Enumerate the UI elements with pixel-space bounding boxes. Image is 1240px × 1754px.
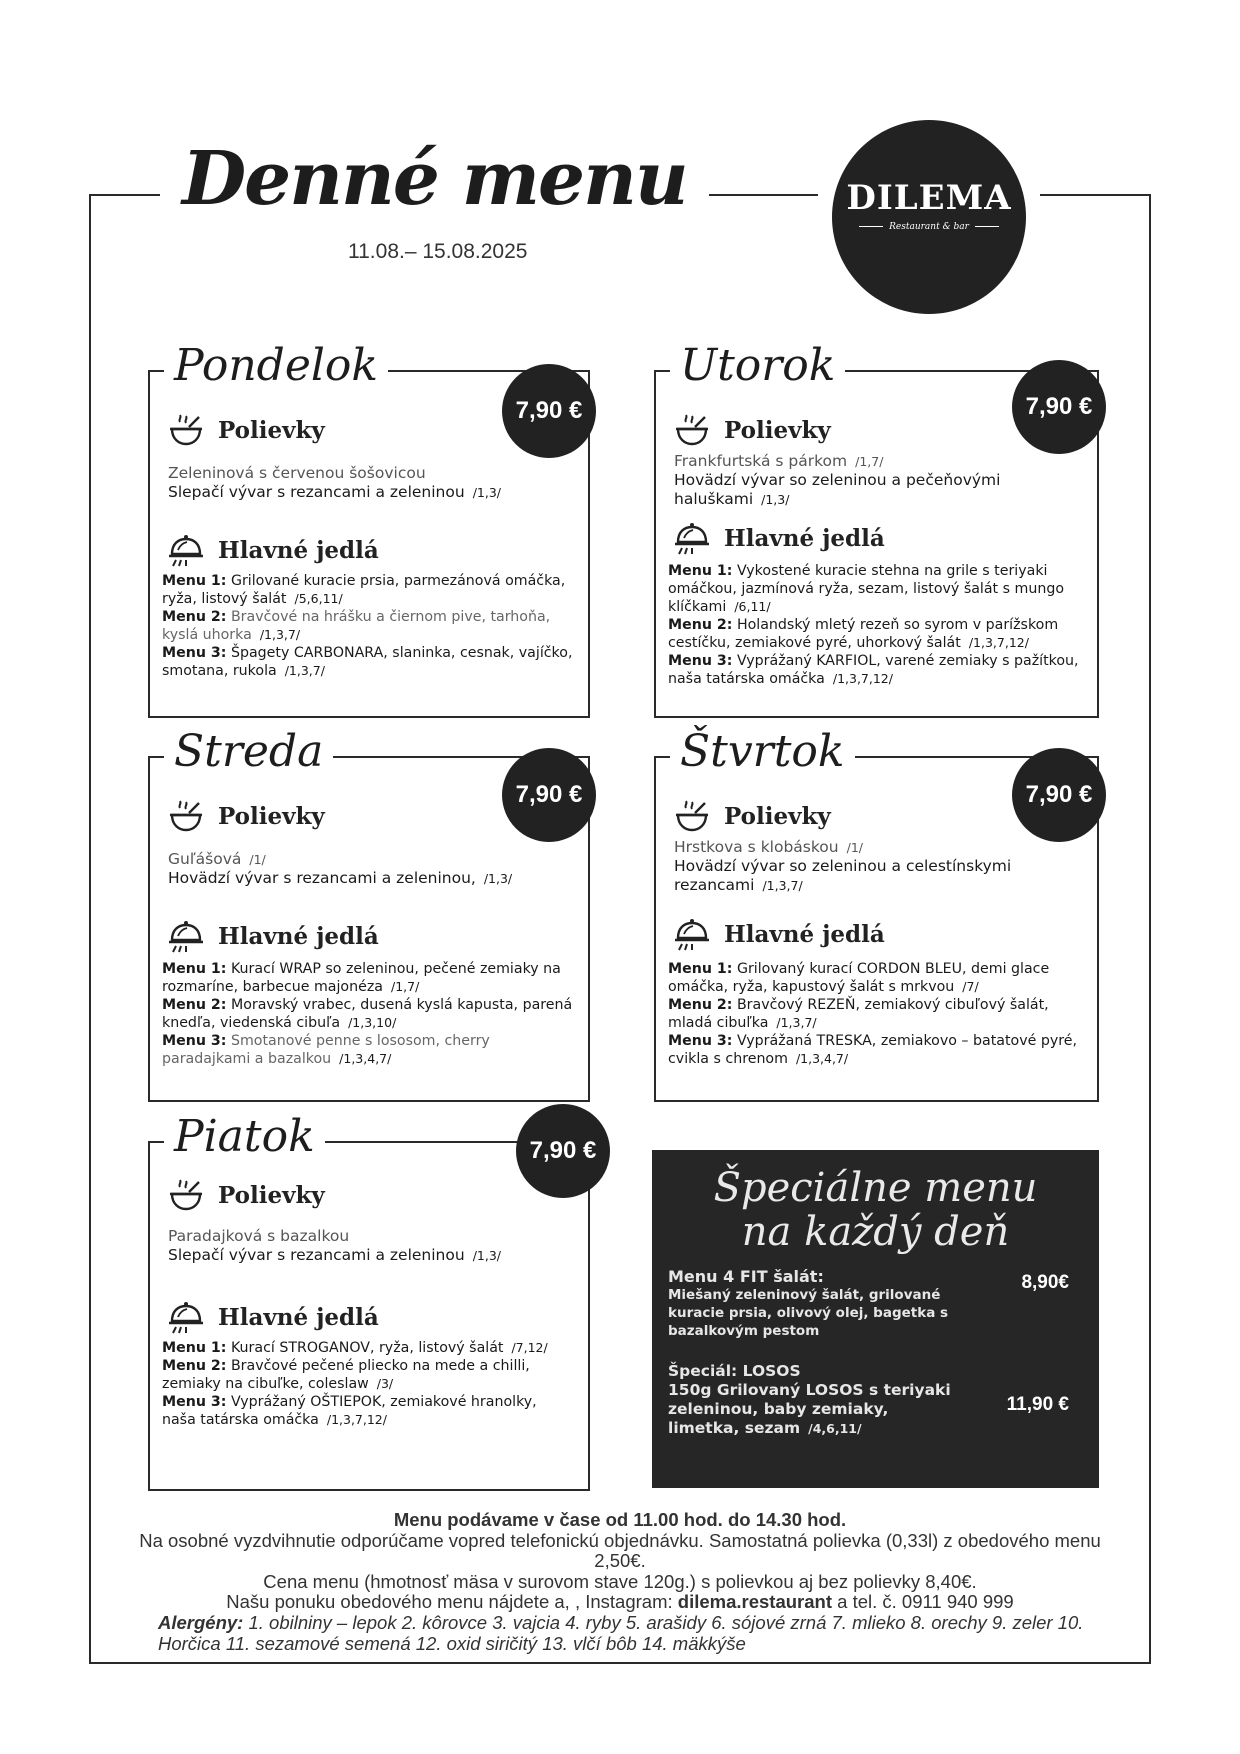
dilema-logo xyxy=(832,120,1026,314)
menu-number: Menu 3: xyxy=(162,1394,227,1410)
special-item1-title: Menu 4 FIT šalát: xyxy=(668,1267,824,1286)
soups-list xyxy=(674,452,1074,509)
mains-list xyxy=(162,960,574,1068)
dish-description: Bravčové pečené pliecko na mede a chilli, zemiaky na cibuľke, coleslaw xyxy=(162,1358,530,1392)
allergens-text: 1. obilniny – lepok 2. kôrovce 3. vajcia 4. ryby 5. arašidy 6. sójové zrná 7. mlieko 8. orechy 9. zeler 10. Horčica 11. sezamové semená 12. oxid siričitý 13. vlčí bôb 14. mäkkýše xyxy=(158,1612,1084,1654)
menu-number: Menu 3: xyxy=(668,653,733,669)
soups-heading xyxy=(166,796,325,836)
special-item1-text: Miešaný zeleninový šalát, grilované kuracie prsia, olivový olej, bagetka s bazalkovým pestom xyxy=(668,1287,949,1339)
special-item2-price: 11,90 € xyxy=(1006,1394,1069,1415)
soup-item: Hovädzí vývar s rezancami a zeleninou, /1,3/ xyxy=(168,869,513,887)
menu-number: Menu 3: xyxy=(162,645,227,661)
soup-bowl-icon xyxy=(166,796,206,836)
main-dish-item xyxy=(668,996,1080,1032)
soup-item: Hovädzí vývar so zeleninou a pečeňovými haluškami /1,3/ xyxy=(674,471,1001,508)
menu-number: Menu 2: xyxy=(162,1358,227,1374)
serving-cloche-icon xyxy=(672,914,712,954)
menu-number: Menu 2: xyxy=(162,609,227,625)
price-badge: 7,90 € xyxy=(502,364,596,458)
allergen-codes: /1,3,7,12/ xyxy=(968,635,1029,650)
allergen-codes: /1,3/ xyxy=(483,871,513,886)
serving-hours: Menu podávame v čase od 11.00 hod. do 14.30 hod. xyxy=(393,1509,847,1530)
serving-cloche-icon xyxy=(166,530,206,570)
soup-item: Hrstkova s klobáskou /1/ xyxy=(674,838,863,856)
dish-description: Smotanové penne s lososom, cherry paradajkami a bazalkou xyxy=(162,1033,490,1067)
mains-heading xyxy=(672,518,885,558)
allergen-codes: /1,3,7,12/ xyxy=(326,1412,387,1427)
soup-item: Guľášová /1/ xyxy=(168,850,266,868)
special-item-salmon xyxy=(668,1362,958,1438)
soups-heading xyxy=(672,796,831,836)
menu-number: Menu 3: xyxy=(668,1033,733,1049)
main-dish-item xyxy=(162,644,574,680)
dish-description: Moravský vrabec, dusená kyslá kapusta, parená knedľa, viedenská cibuľa xyxy=(162,997,573,1031)
price-badge: 7,90 € xyxy=(1012,360,1106,454)
main-dish-item xyxy=(162,996,574,1032)
day-card-3 xyxy=(148,726,590,1102)
price-badge: 7,90 € xyxy=(502,748,596,842)
mains-list xyxy=(162,1339,574,1429)
main-dish-item xyxy=(162,1339,574,1357)
allergen-codes: /3/ xyxy=(376,1376,394,1391)
dish-description: Vyprážaná TRESKA, zemiakovo – batatové pyré, cvikla s chrenom xyxy=(668,1033,1078,1067)
date-range: 11.08.– 15.08.2025 xyxy=(348,240,528,263)
special-title-line2: na každý deň xyxy=(741,1209,1010,1255)
instagram-handle[interactable]: dilema.restaurant xyxy=(677,1591,832,1612)
allergen-codes: /1,7/ xyxy=(390,979,420,994)
mains-heading xyxy=(166,916,379,956)
day-card-5 xyxy=(148,1111,597,1491)
footer-info xyxy=(120,1510,1120,1613)
allergen-codes: /1,3,10/ xyxy=(348,1015,397,1030)
allergens-label: Alergény: xyxy=(158,1612,244,1633)
dish-description: Kurací STROGANOV, ryža, listový šalát xyxy=(230,1340,504,1356)
logo-name: DILEMA xyxy=(846,178,1012,218)
soups-list xyxy=(168,464,568,502)
soups-label: Polievky xyxy=(724,802,831,830)
day-card-4 xyxy=(654,726,1099,1102)
mains-label: Hlavné jedlá xyxy=(218,922,379,950)
special-menu-title xyxy=(652,1166,1099,1254)
main-dish-item xyxy=(162,960,574,996)
dish-description: Bravčové na hrášku a čiernom pive, tarhoňa, kyslá uhorka xyxy=(162,609,551,643)
day-name: Štvrtok xyxy=(670,726,855,778)
main-dish-item xyxy=(162,608,574,644)
day-card-1 xyxy=(148,340,590,718)
day-name: Pondelok xyxy=(164,340,388,392)
allergens-legend xyxy=(158,1613,1098,1654)
logo-tagline: Restaurant & bar xyxy=(832,222,1026,232)
menu-number: Menu 1: xyxy=(668,563,733,579)
menu-price-note: Cena menu (hmotnosť mäsa v surovom stave 120g.) s polievkou aj bez polievky 8,40€. xyxy=(263,1570,977,1592)
dish-description: Bravčový REZEŇ, zemiakový cibuľový šalát, mladá cibuľka xyxy=(668,997,1049,1031)
dish-description: Vyprážaný KARFIOL, varené zemiaky s pažítkou, naša tatárska omáčka xyxy=(668,653,1079,687)
allergen-codes: /1,3/ xyxy=(472,485,501,500)
special-item-fit-salad xyxy=(668,1268,958,1340)
special-item1-price: 8,90€ xyxy=(1021,1272,1069,1293)
menu-number: Menu 2: xyxy=(668,617,733,633)
main-dish-item xyxy=(162,1357,574,1393)
menu-number: Menu 1: xyxy=(162,573,227,589)
soup-bowl-icon xyxy=(672,410,712,450)
soup-bowl-icon xyxy=(166,1175,206,1215)
mains-list xyxy=(162,572,574,680)
mains-heading xyxy=(166,530,379,570)
main-dish-item xyxy=(162,1032,574,1068)
dish-description: Grilovaný kurací CORDON BLEU, demi glace omáčka, ryža, kapustový šalát s mrkvou xyxy=(668,961,1050,995)
allergen-codes: /1/ xyxy=(846,840,863,855)
allergen-codes: /1,7/ xyxy=(855,454,884,469)
mains-label: Hlavné jedlá xyxy=(218,536,379,564)
contact-line: Našu ponuku obedového menu nájdete a, , Instagram: dilema.restaurant a tel. č. 0911 940 999 xyxy=(226,1591,1014,1612)
allergen-codes: /1,3,7,12/ xyxy=(832,671,893,686)
main-dish-item xyxy=(668,1032,1080,1068)
soup-bowl-icon xyxy=(166,410,206,450)
allergen-codes: /6,11/ xyxy=(734,599,771,614)
dish-description: Grilované kuracie prsia, parmezánová omáčka, ryža, listový šalát xyxy=(162,573,566,607)
main-dish-item xyxy=(162,572,574,608)
serving-cloche-icon xyxy=(166,1297,206,1337)
mains-list xyxy=(668,960,1080,1068)
serving-cloche-icon xyxy=(672,518,712,558)
soups-label: Polievky xyxy=(724,416,831,444)
soups-label: Polievky xyxy=(218,802,325,830)
allergen-codes: /1/ xyxy=(249,852,266,867)
main-dish-item xyxy=(668,960,1080,996)
mains-list xyxy=(668,562,1080,688)
allergen-codes: /1,3,7/ xyxy=(776,1015,817,1030)
menu-number: Menu 1: xyxy=(162,1340,227,1356)
menu-number: Menu 1: xyxy=(668,961,733,977)
mains-heading xyxy=(166,1297,379,1337)
soup-bowl-icon xyxy=(672,796,712,836)
soup-item: Slepačí vývar s rezancami a zeleninou /1,3/ xyxy=(168,1246,501,1264)
day-name: Streda xyxy=(164,726,333,778)
soups-list xyxy=(168,1227,568,1265)
soups-heading xyxy=(166,1175,325,1215)
menu-number: Menu 2: xyxy=(162,997,227,1013)
main-dish-item xyxy=(668,652,1080,688)
soups-list xyxy=(674,838,1074,895)
menu-number: Menu 3: xyxy=(162,1033,227,1049)
soups-heading xyxy=(672,410,831,450)
dish-description: Vyprážaný OŠTIEPOK, zemiakové hranolky, naša tatárska omáčka xyxy=(162,1394,537,1428)
serving-cloche-icon xyxy=(166,916,206,956)
mains-label: Hlavné jedlá xyxy=(724,524,885,552)
allergen-codes: /1,3,4,7/ xyxy=(795,1051,849,1066)
special-item2-title: Špeciál: LOSOS xyxy=(668,1362,801,1380)
main-dish-item xyxy=(162,1393,574,1429)
dish-description: Vykostené kuracie stehna na grile s teriyaki omáčkou, jazmínová ryža, sezam, listový šalát s mungo klíčkami xyxy=(668,563,1065,615)
dish-description: Holandský mletý rezeň so syrom v parížskom cestíčku, zemiakové pyré, uhorkový šalát xyxy=(668,617,1059,651)
mains-heading xyxy=(672,914,885,954)
price-badge: 7,90 € xyxy=(1012,748,1106,842)
allergen-codes: /1,3,7/ xyxy=(762,878,803,893)
main-dish-item xyxy=(668,616,1080,652)
soup-item: Paradajková s bazalkou xyxy=(168,1227,350,1245)
soup-item: Frankfurtská s párkom /1,7/ xyxy=(674,452,884,470)
special-item2-text: 150g Grilovaný LOSOS s teriyaki zeleninou, baby zemiaky, limetka, sezam /4,6,11/ xyxy=(668,1381,951,1437)
main-dish-item xyxy=(668,562,1080,616)
allergen-codes: /5,6,11/ xyxy=(294,591,343,606)
allergen-codes: /1,3/ xyxy=(472,1248,501,1263)
special-item2-allergens: /4,6,11/ xyxy=(808,1421,862,1436)
allergen-codes: /7,12/ xyxy=(511,1340,548,1355)
soups-list xyxy=(168,850,568,888)
soups-label: Polievky xyxy=(218,416,325,444)
allergen-codes: /1,3,7/ xyxy=(259,627,301,642)
menu-number: Menu 2: xyxy=(668,997,733,1013)
special-menu-box xyxy=(652,1150,1099,1488)
allergen-codes: /7/ xyxy=(962,979,979,994)
menu-number: Menu 1: xyxy=(162,961,227,977)
page-title: Denné menu xyxy=(160,142,709,216)
soups-label: Polievky xyxy=(218,1181,325,1209)
special-title-line1: Špeciálne menu xyxy=(713,1165,1038,1211)
allergen-codes: /1,3,4,7/ xyxy=(339,1051,392,1066)
dish-description: Špagety CARBONARA, slaninka, cesnak, vajíčko, smotana, rukola xyxy=(162,645,573,679)
allergen-codes: /1,3/ xyxy=(761,492,790,507)
dish-description: Kurací WRAP so zeleninou, pečené zemiaky na rozmaríne, barbecue majonéza xyxy=(162,961,561,995)
price-badge: 7,90 € xyxy=(516,1104,610,1198)
pickup-note: Na osobné vyzdvihnutie odporúčame vopred telefonickú objednávku. Samostatná polievka (0,33l) z obedového menu 2,50€. xyxy=(139,1529,1101,1571)
mains-label: Hlavné jedlá xyxy=(218,1303,379,1331)
day-name: Utorok xyxy=(670,340,845,392)
soup-item: Hovädzí vývar so zeleninou a celestínskymi rezancami /1,3,7/ xyxy=(674,857,1012,894)
mains-label: Hlavné jedlá xyxy=(724,920,885,948)
day-name: Piatok xyxy=(164,1111,325,1163)
soup-item: Zeleninová s červenou šošovicou xyxy=(168,464,426,482)
day-card-2 xyxy=(654,340,1099,718)
soups-heading xyxy=(166,410,325,450)
soup-item: Slepačí vývar s rezancami a zeleninou /1,3/ xyxy=(168,483,501,501)
allergen-codes: /1,3,7/ xyxy=(284,663,325,678)
